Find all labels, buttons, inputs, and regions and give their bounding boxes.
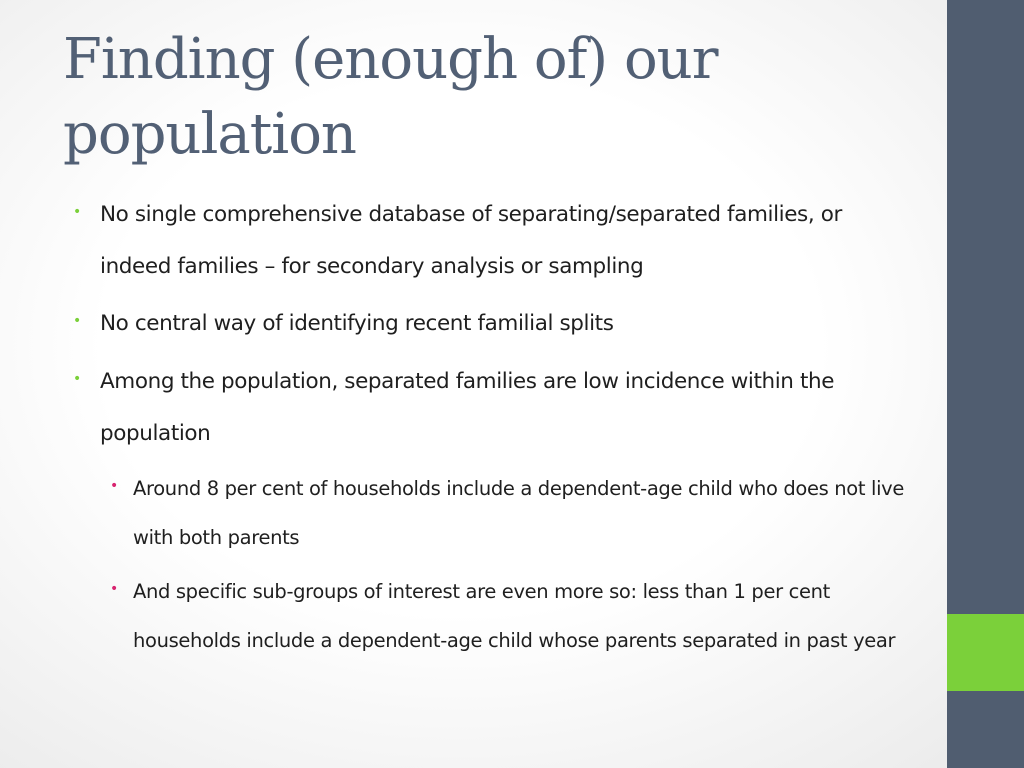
bullet-item <box>73 298 910 350</box>
sub-bullet-dot-icon: • <box>110 581 118 597</box>
bullet-text: No central way of identifying recent familial splits <box>100 311 614 336</box>
bullet-dot-icon: • <box>73 313 81 329</box>
side-accent-block <box>947 614 1024 691</box>
sub-bullet-dot-icon: • <box>110 478 118 494</box>
bullet-dot-icon: • <box>73 371 81 387</box>
sub-bullet-item <box>110 465 913 562</box>
sub-bullet-item <box>110 568 913 665</box>
bullet-item <box>73 189 910 292</box>
bullet-item <box>73 356 910 459</box>
sub-bullet-text: Around 8 per cent of households include a dependent-age child who does not live with both parents <box>133 477 905 549</box>
slide-title: Finding (enough of) our population <box>63 27 718 167</box>
bullet-text: Among the population, separated families are low incidence within the population <box>100 369 835 446</box>
bullet-text: No single comprehensive database of separating/separated families, or indeed families – for secondary analysis or sampling <box>100 202 842 279</box>
bullet-dot-icon: • <box>73 204 81 220</box>
sub-bullet-text: And specific sub-groups of interest are even more so: less than 1 per cent households include a dependent-age child whose parents separated in past year <box>133 580 896 652</box>
